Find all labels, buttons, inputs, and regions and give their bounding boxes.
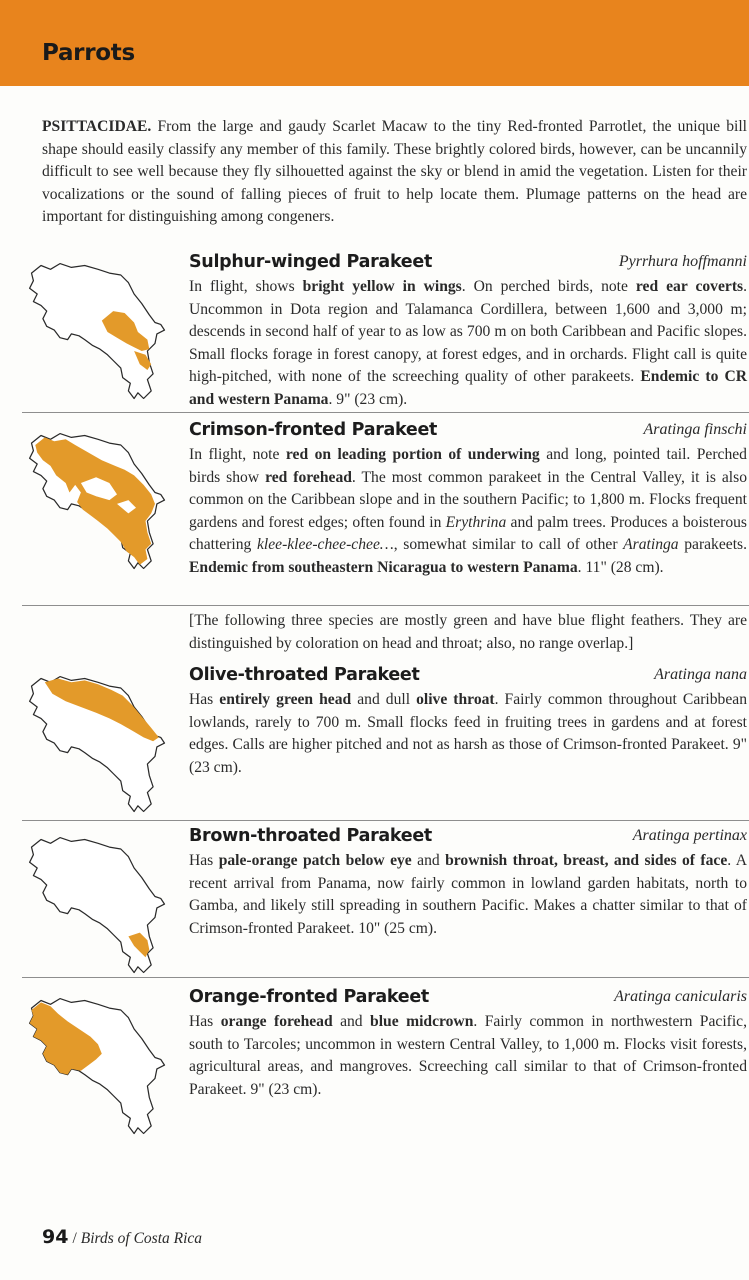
range-map-icon <box>22 665 174 825</box>
description-text: . 11" (28 cm). <box>577 558 664 576</box>
description-text: . On perched birds, note <box>461 278 636 295</box>
description-text: . Fairly common throughout Caribbean lowlands, rarely to 700 m. Small flocks feed in fruiting trees in gardens and at forest edges. Calls are higher pitched and not as harsh as those of Crimson-fronted Parakeet. 9" (23 cm). <box>189 691 747 776</box>
description-text: Has <box>189 852 219 869</box>
description-text: . A recent arrival from Panama, now fairly common in lowland garden habitats, north to Gamba, and likely still spreading in southern Pacific. Makes a chatter similar to that of Crimson-fronted Parakeet. 10" (25 cm). <box>189 852 748 937</box>
description-text: Has <box>189 1013 221 1030</box>
italic-term: klee-klee-chee-chee… <box>256 536 394 554</box>
species-scientific-name: Aratinga finschi <box>643 421 747 438</box>
group-note: [The following three species are mostly green and have blue flight feathers. They are distinguished by coloration on head and throat; also, no range overlap.] <box>189 612 747 652</box>
section-divider <box>22 605 749 606</box>
range-area <box>35 437 155 564</box>
bold-field-mark: red forehead <box>265 468 352 486</box>
page-number: 94 <box>42 1226 69 1248</box>
description-text: and palm trees. Produces a boisterous chattering <box>189 513 747 554</box>
family-intro <box>42 116 747 229</box>
description-text: . The most common parakeet in the Central Valley, it is also common on the Caribbean slope and in the southern Pacific; to 1,800 m. Flocks frequent gardens and forest edges; often found in <box>189 468 747 531</box>
bold-field-mark: Endemic from southeastern Nicaragua to western Panama <box>189 558 578 576</box>
description-text: and <box>332 1013 371 1030</box>
bold-field-mark: entirely green head <box>219 691 352 708</box>
bold-field-mark: blue midcrown <box>370 1013 474 1030</box>
bold-field-mark: orange forehead <box>220 1013 333 1030</box>
species-text <box>189 826 747 940</box>
range-map-icon <box>22 826 174 986</box>
description-text: . Uncommon in Dota region and Talamanca Cordillera, between 1,600 and 3,000 m; descends in second half of year to as low as 700 m on both Caribbean and Pacific slopes. Small flocks forage in forest canopy, at forest edges, and in orchards. Flight call is quite high-pitched, with none of the screeching quality of other parakeets. <box>189 278 747 386</box>
book-title: Birds of Costa Rica <box>80 1230 203 1247</box>
description-text: and long, pointed tail. Perched birds show <box>189 446 747 486</box>
species-common-name: Crimson-fronted Parakeet <box>189 420 438 440</box>
species-text <box>189 420 747 580</box>
description-text: In flight, shows <box>189 278 303 295</box>
species-scientific-name: Aratinga pertinax <box>632 827 747 844</box>
description-text: In flight, note <box>189 446 286 463</box>
description-text: and <box>411 852 446 869</box>
species-description <box>189 1011 747 1101</box>
species-scientific-name: Aratinga canicularis <box>614 988 747 1005</box>
species-description <box>189 850 747 940</box>
bold-field-mark: pale-orange patch below eye <box>218 852 412 869</box>
species-description <box>189 276 747 412</box>
species-text <box>189 665 747 779</box>
chapter-header-bar <box>0 0 749 86</box>
species-common-name: Olive-throated Parakeet <box>189 665 420 685</box>
family-intro-text: From the large and gaudy Scarlet Macaw to the tiny Red-fronted Parrotlet, the unique bill shape should easily classify any member of this family. These brightly colored birds, however, can be uncannily difficult to see well because they fly silhouetted against the sky or blend in amid the vegetation. Listen for their vocalizations or the sound of falling pieces of fruit to help locate them. Plumage patterns on the head are important for distinguishing among congeners. <box>42 118 747 226</box>
bold-field-mark: red on leading portion of underwing <box>285 446 540 463</box>
italic-term: Aratinga <box>623 536 679 554</box>
family-name: PSITTACIDAE. <box>42 118 152 135</box>
bold-field-mark: red ear coverts <box>635 278 744 295</box>
bold-field-mark: bright yellow in wings <box>302 278 462 295</box>
bold-field-mark: Endemic to CR and western Panama <box>189 368 747 408</box>
description-text: Has <box>189 691 220 708</box>
section-divider <box>22 977 749 978</box>
footer-separator: / <box>72 1230 77 1247</box>
chapter-title: Parrots <box>42 40 135 66</box>
description-text: . Fairly common in northwestern Pacific, south to Tarcoles; uncommon in western Central Valley, to 1,000 m. Flocks visit forests, agricultural areas, and mangroves. Screeching call similar to that of Crimson-fronted Parakeet. 9" (23 cm). <box>189 1013 747 1098</box>
description-text: . 9" (23 cm). <box>328 390 408 408</box>
section-divider <box>22 412 749 413</box>
species-common-name: Sulphur-winged Parakeet <box>189 252 433 272</box>
species-text <box>189 987 747 1101</box>
range-map-icon <box>22 422 174 582</box>
species-scientific-name: Aratinga nana <box>654 666 747 683</box>
italic-term: Erythrina <box>445 513 507 531</box>
description-text: and dull <box>351 691 417 708</box>
page-footer <box>42 1226 202 1248</box>
species-scientific-name: Pyrrhura hoffmanni <box>618 253 747 270</box>
section-divider <box>22 820 749 821</box>
species-description <box>189 689 747 779</box>
species-description <box>189 444 747 580</box>
range-map-icon <box>22 252 174 412</box>
species-text <box>189 252 747 412</box>
bold-field-mark: olive throat <box>416 691 495 708</box>
species-common-name: Orange-fronted Parakeet <box>189 987 429 1007</box>
bold-field-mark: brownish throat, breast, and sides of face <box>445 852 728 869</box>
range-map-icon <box>22 987 174 1147</box>
description-text: parakeets. <box>678 536 747 554</box>
description-text: , somewhat similar to call of other <box>393 536 624 554</box>
species-common-name: Brown-throated Parakeet <box>189 826 432 846</box>
